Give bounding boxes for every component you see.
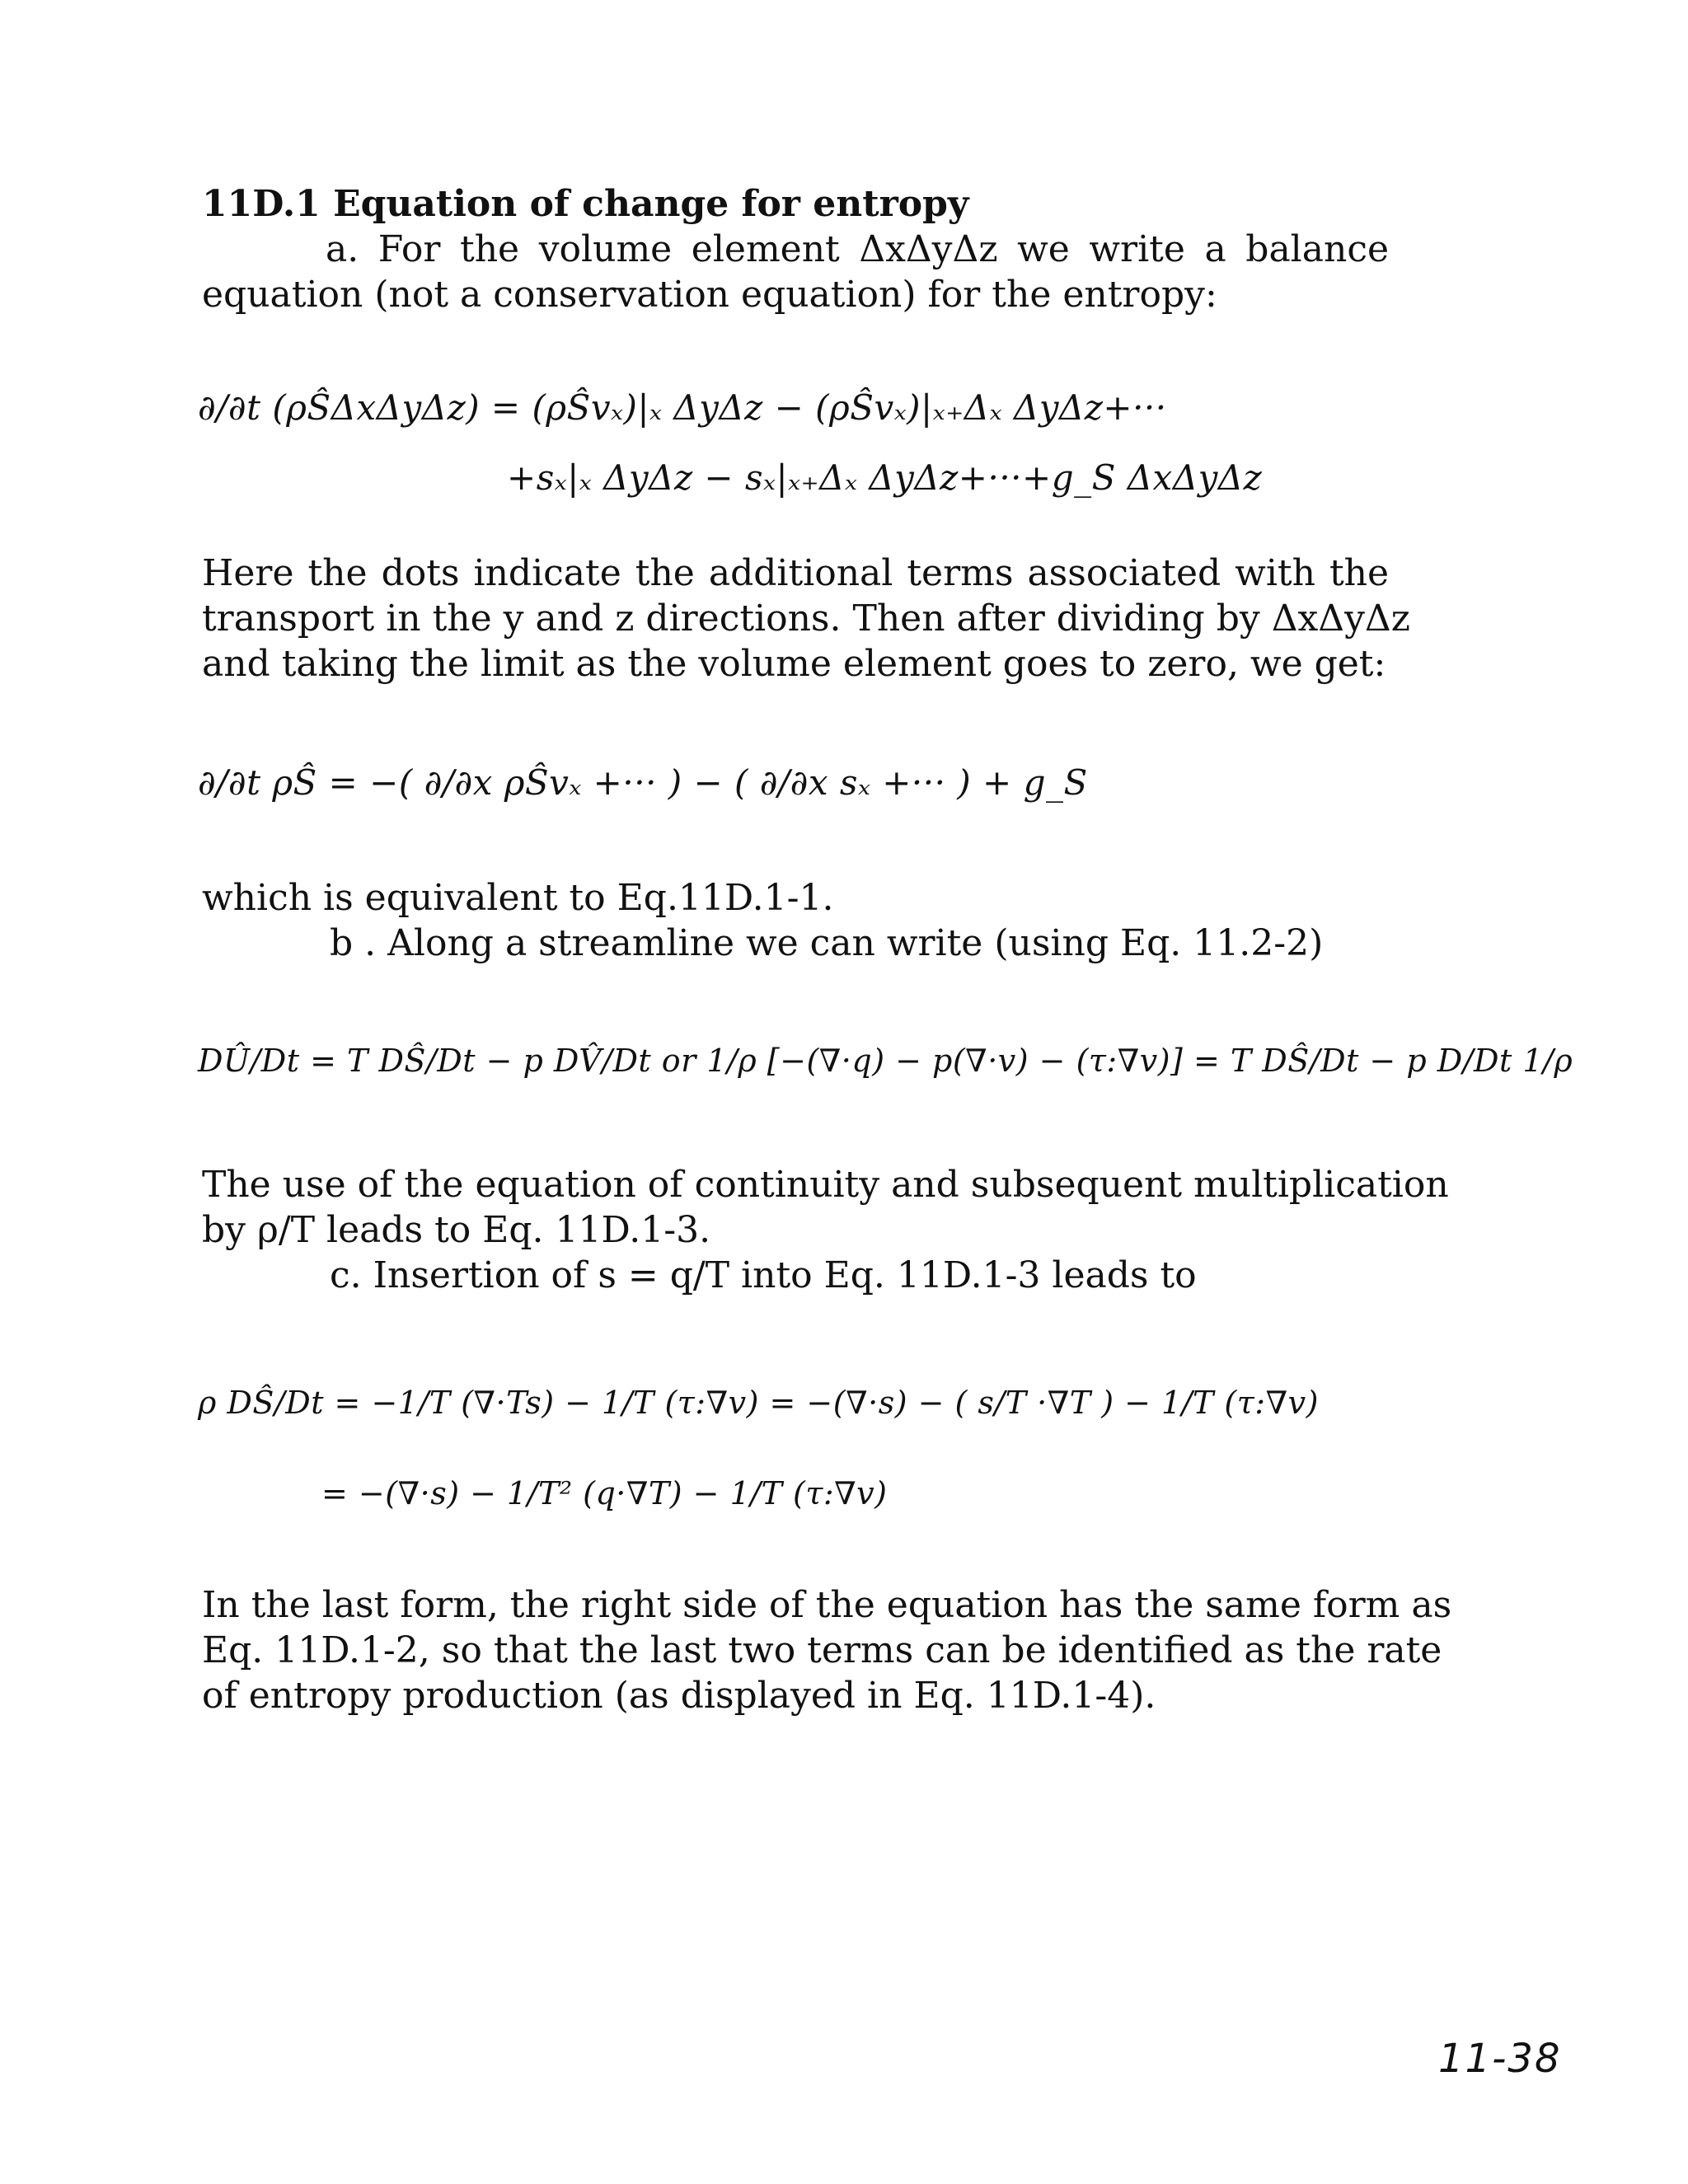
dots-paragraph [202, 551, 1410, 687]
part-c-text: c. Insertion of s = q/T into Eq. 11D.1-3 leads to [330, 1254, 1197, 1296]
paragraph-line: Eq. 11D.1-2, so that the last two terms can be identified as the rate [202, 1629, 1442, 1671]
continuity-text: by ρ/T leads to Eq. 11D.1-3. [202, 1209, 711, 1251]
paragraph-line: transport in the y and z directions. Then after dividing by ΔxΔyΔz [202, 598, 1410, 640]
last-paragraph [202, 1582, 1452, 1718]
part-b-text: b . Along a streamline we can write (using Eq. 11.2-2) [330, 922, 1324, 964]
paragraph-line: In the last form, the right side of the equation has the same form as [202, 1584, 1452, 1626]
equation-balance-line2: +sₓ|ₓ ΔyΔz − sₓ|ₓ₊Δₓ ΔyΔz+···+g_S ΔxΔyΔz [507, 457, 1263, 498]
equation-limit: ∂/∂t ρŜ = −( ∂/∂x ρŜvₓ +··· ) − ( ∂/∂x sₓ +··· ) + g_S [198, 762, 1088, 803]
paragraph-line: equation (not a conservation equation) for the entropy: [202, 274, 1217, 316]
equivalent-text: which is equivalent to Eq.11D.1-1. [202, 877, 834, 919]
continuity-text: The use of the equation of continuity and subsequent multiplication [202, 1164, 1449, 1206]
part-a-paragraph [202, 227, 1389, 317]
paragraph-line: a. For the volume element ΔxΔyΔz we write a balance [326, 228, 1389, 270]
paragraph-line: of entropy production (as displayed in Eq. 11D.1-4). [202, 1675, 1156, 1717]
equation-entropy-line1: ρ DŜ/Dt = −1/T (∇·Ts) − 1/T (τ:∇v) = −(∇·s) − ( s/T ·∇T ) − 1/T (τ:∇v) [198, 1385, 1319, 1421]
equation-entropy-line2: = −(∇·s) − 1/T² (q·∇T) − 1/T (τ:∇v) [321, 1475, 888, 1511]
paragraph-line: Here the dots indicate the additional terms associated with the [202, 552, 1389, 594]
page-number: 11-38 [1438, 2036, 1562, 2082]
equation-balance-line1: ∂/∂t (ρŜΔxΔyΔz) = (ρŜvₓ)|ₓ ΔyΔz − (ρŜvₓ)|ₓ₊Δₓ ΔyΔz+··· [198, 387, 1167, 428]
paragraph-line: and taking the limit as the volume element goes to zero, we get: [202, 643, 1386, 685]
section-heading: 11D.1 Equation of change for entropy [202, 183, 969, 225]
equation-streamline: DÛ/Dt = T DŜ/Dt − p DV̂/Dt or 1/ρ [−(∇·q) − p(∇·v) − (τ:∇v)] = T DŜ/Dt − p D/Dt 1/ρ [198, 1043, 1573, 1079]
